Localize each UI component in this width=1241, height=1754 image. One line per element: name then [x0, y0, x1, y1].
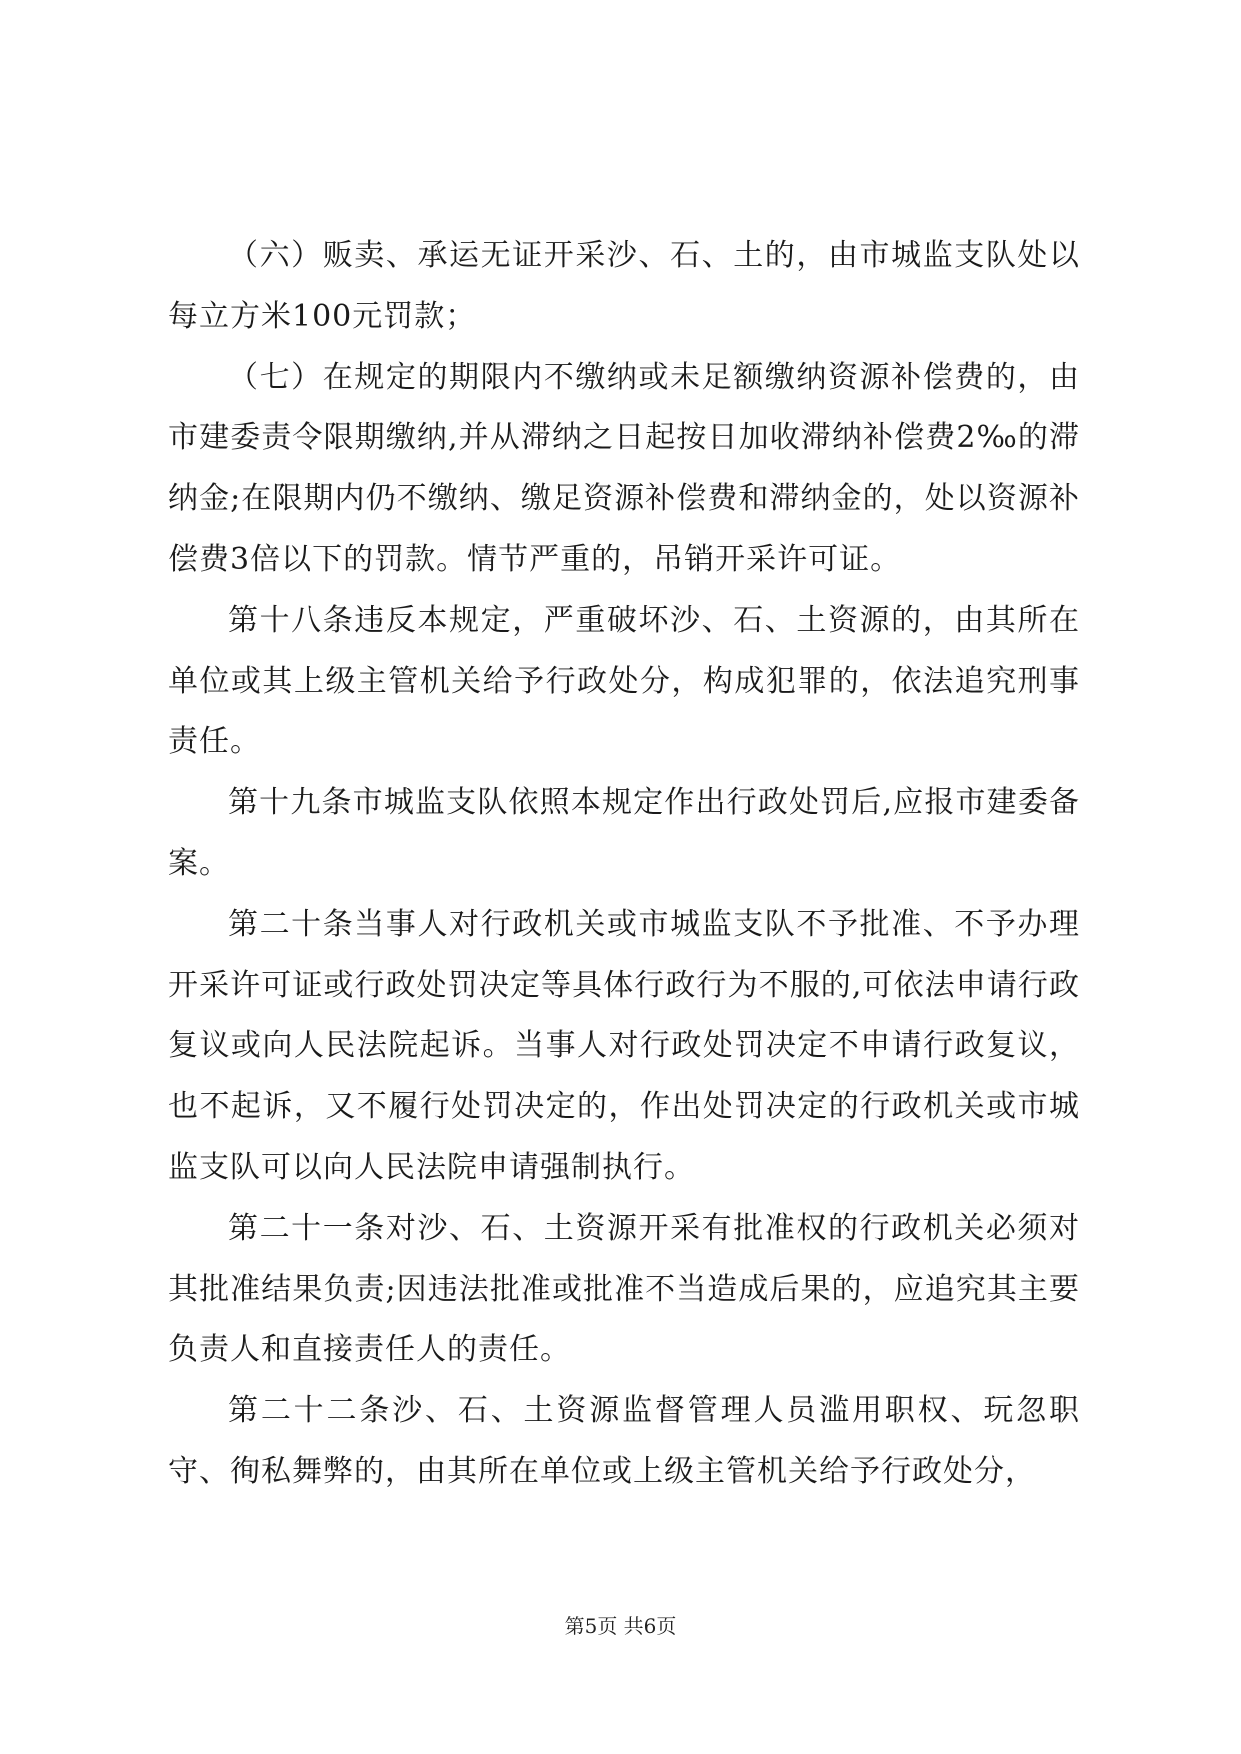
paragraph-item-7: （七）在规定的期限内不缴纳或未足额缴纳资源补偿费的，由市建委责令限期缴纳,并从滞纳之日起按日加收滞纳补偿费2‰的滞纳金;在限期内仍不缴纳、缴足资源补偿费和滞纳金的，处以资源补偿费3倍以下的罚款。情节严重的，吊销开采许可证。: [168, 359, 1080, 577]
article-20-paragraph: 第二十条当事人对行政机关或市城监支队不予批准、不予办理开采许可证或行政处罚决定等具体行政行为不服的,可依法申请行政复议或向人民法院起诉。当事人对行政处罚决定不申请行政复议，也不起诉，又不履行处罚决定的，作出处罚决定的行政机关或市城监支队可以向人民法院申请强制执行。: [168, 906, 1080, 1185]
article-21-paragraph: 第二十一条对沙、石、土资源开采有批准权的行政机关必须对其批准结果负责;因违法批准或批准不当造成后果的，应追究其主要负责人和直接责任人的责任。: [168, 1210, 1080, 1368]
article-19-paragraph: 第十九条市城监支队依照本规定作出行政处罚后,应报市建委备案。: [168, 785, 1080, 881]
article-18-paragraph: 第十八条违反本规定，严重破坏沙、石、土资源的，由其所在单位或其上级主管机关给予行政处分，构成犯罪的，依法追究刑事责任。: [168, 602, 1080, 760]
article-22-paragraph: 第二十二条沙、石、土资源监督管理人员滥用职权、玩忽职守、徇私舞弊的，由其所在单位或上级主管机关给予行政处分，: [168, 1393, 1080, 1489]
page-number: 第5页 共6页: [564, 1614, 677, 1638]
document-body: [168, 226, 1080, 1503]
paragraph-item-6: （六）贩卖、承运无证开采沙、石、土的，由市城监支队处以每立方米100元罚款；: [168, 238, 1080, 334]
